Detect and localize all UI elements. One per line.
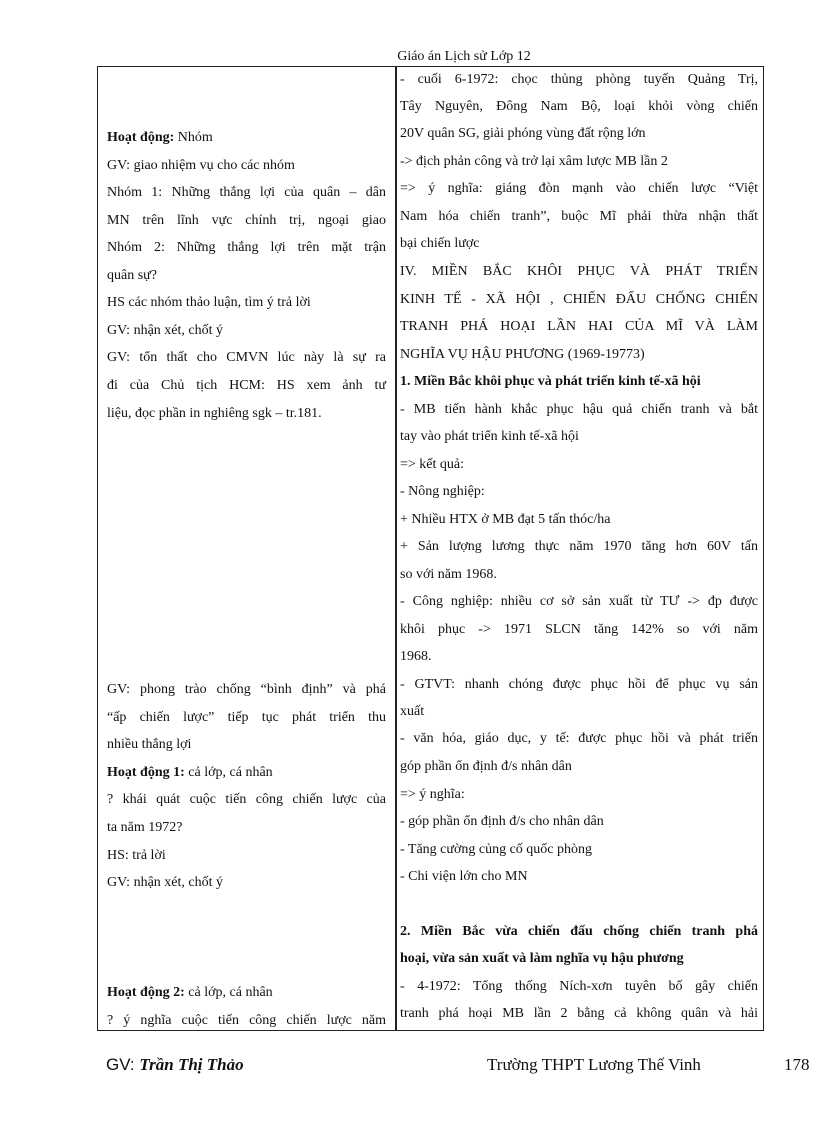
left-line: quân sự? bbox=[107, 268, 157, 283]
left-line: Nhóm 1: Những thắng lợi của quân – dân bbox=[107, 185, 386, 200]
left-line: đi của Chủ tịch HCM: HS xem ảnh tư bbox=[107, 378, 386, 393]
left-line: ? khái quát cuộc tiến công chiến lược của bbox=[107, 792, 386, 807]
right-line: + Nhiều HTX ở MB đạt 5 tấn thóc/ha bbox=[400, 512, 611, 527]
right-line: xuất bbox=[400, 704, 425, 719]
column-divider bbox=[395, 67, 397, 1030]
right-line: - Nông nghiệp: bbox=[400, 484, 485, 499]
left-line: Nhóm 2: Những thắng lợi trên mặt trận bbox=[107, 240, 386, 255]
right-line: - Chi viện lớn cho MN bbox=[400, 869, 528, 884]
right-line: => kết quả: bbox=[400, 457, 464, 472]
left-line: MN trên lĩnh vực chính trị, ngoại giao bbox=[107, 213, 386, 228]
right-line: tay vào phát triển kinh tế-xã hội bbox=[400, 429, 579, 444]
footer-school: Trường THPT Lương Thế Vinh bbox=[487, 1055, 701, 1074]
left-line: ta năm 1972? bbox=[107, 820, 183, 835]
left-line: HS: trả lời bbox=[107, 848, 166, 863]
right-line: TRANH PHÁ HOẠI LẦN HAI CỦA MĨ VÀ LÀM bbox=[400, 319, 758, 334]
right-line: 2. Miền Bắc vừa chiến đấu chống chiến tranh phá bbox=[400, 924, 758, 939]
right-line: + Sản lượng lương thực năm 1970 tăng hơn 60V tấn bbox=[400, 539, 758, 554]
page-number: 178 bbox=[784, 1055, 810, 1074]
right-line: - 4-1972: Tổng thống Ních-xơn tuyên bố gây chiến bbox=[400, 979, 758, 994]
footer-teacher-name: Trần Thị Thảo bbox=[139, 1055, 244, 1074]
right-line: - GTVT: nhanh chóng được phục hồi để phục vụ sản bbox=[400, 677, 758, 692]
left-line: GV: phong trào chống “bình định” và phá bbox=[107, 682, 386, 697]
left-line bbox=[107, 130, 386, 146]
right-line: Nam hóa chiến tranh”, buộc Mĩ phải thừa nhận thất bbox=[400, 209, 758, 224]
right-line: => ý nghĩa: bbox=[400, 787, 465, 802]
right-line: IV. MIỀN BẮC KHÔI PHỤC VÀ PHÁT TRIỂN bbox=[400, 264, 758, 279]
right-line: - văn hóa, giáo dục, y tế: được phục hồi và phát triển bbox=[400, 731, 758, 746]
right-line: Tây Nguyên, Đông Nam Bộ, loại khỏi vòng chiến bbox=[400, 99, 758, 114]
right-line: => ý nghĩa: giáng đòn mạnh vào chiến lược “Việt bbox=[400, 181, 758, 196]
right-line: khôi phục -> 1971 SLCN tăng 142% so với năm bbox=[400, 622, 758, 637]
left-line: liệu, đọc phần in nghiêng sgk – tr.181. bbox=[107, 406, 322, 421]
activity-label: Hoạt động 1: bbox=[107, 765, 185, 780]
right-line: tranh phá hoại MB lần 2 bằng cả không quân và hải bbox=[400, 1006, 758, 1021]
right-line: - MB tiến hành khắc phục hậu quả chiến tranh và bắt bbox=[400, 402, 758, 417]
left-line: GV: nhận xét, chốt ý bbox=[107, 323, 223, 338]
right-line: - Công nghiệp: nhiều cơ sở sản xuất từ TƯ -> đp được bbox=[400, 594, 758, 609]
activity-text: Nhóm bbox=[174, 130, 213, 145]
left-line: HS các nhóm thảo luận, tìm ý trả lời bbox=[107, 295, 311, 310]
left-line bbox=[107, 985, 386, 1001]
page-header: Giáo án Lịch sử Lớp 12 bbox=[397, 49, 531, 64]
activity-label: Hoạt động 2: bbox=[107, 985, 185, 1000]
activity-label: Hoạt động: bbox=[107, 130, 175, 145]
right-line: - Tăng cường củng cố quốc phòng bbox=[400, 842, 593, 857]
left-line: ? ý nghĩa cuộc tiến công chiến lược năm bbox=[107, 1013, 386, 1028]
right-line: 1968. bbox=[400, 649, 432, 664]
footer-teacher-label: GV: bbox=[106, 1055, 135, 1074]
activity-text: cả lớp, cá nhân bbox=[184, 765, 273, 780]
right-line: - góp phần ổn định đ/s cho nhân dân bbox=[400, 814, 604, 829]
lesson-table bbox=[97, 66, 764, 1031]
left-line bbox=[107, 765, 386, 781]
left-line: GV: nhận xét, chốt ý bbox=[107, 875, 223, 890]
right-line: 1. Miền Bắc khôi phục và phát triển kinh tế-xã hội bbox=[400, 374, 701, 389]
left-line: GV: giao nhiệm vụ cho các nhóm bbox=[107, 158, 295, 173]
left-line: nhiều thắng lợi bbox=[107, 737, 192, 752]
left-line: “ấp chiến lược” tiếp tục phát triển thu bbox=[107, 710, 386, 725]
right-line: KINH TẾ - XÃ HỘI , CHIẾN ĐẤU CHỐNG CHIẾN bbox=[400, 292, 758, 307]
right-line: hoại, vừa sản xuất và làm nghĩa vụ hậu phương bbox=[400, 951, 684, 966]
right-line: góp phần ổn định đ/s nhân dân bbox=[400, 759, 572, 774]
right-line: - cuối 6-1972: chọc thủng phòng tuyến Quảng Trị, bbox=[400, 72, 758, 87]
right-line: NGHĨA VỤ HẬU PHƯƠNG (1969-19773) bbox=[400, 347, 645, 362]
footer-teacher bbox=[106, 1055, 244, 1075]
right-line: -> địch phản công và trở lại xâm lược MB lần 2 bbox=[400, 154, 668, 169]
right-line: so với năm 1968. bbox=[400, 567, 497, 582]
right-line: bại chiến lược bbox=[400, 236, 480, 251]
right-line: 20V quân SG, giải phóng vùng đất rộng lớn bbox=[400, 126, 646, 141]
left-line: GV: tổn thất cho CMVN lúc này là sự ra bbox=[107, 350, 386, 365]
activity-text: cả lớp, cá nhân bbox=[184, 985, 273, 1000]
